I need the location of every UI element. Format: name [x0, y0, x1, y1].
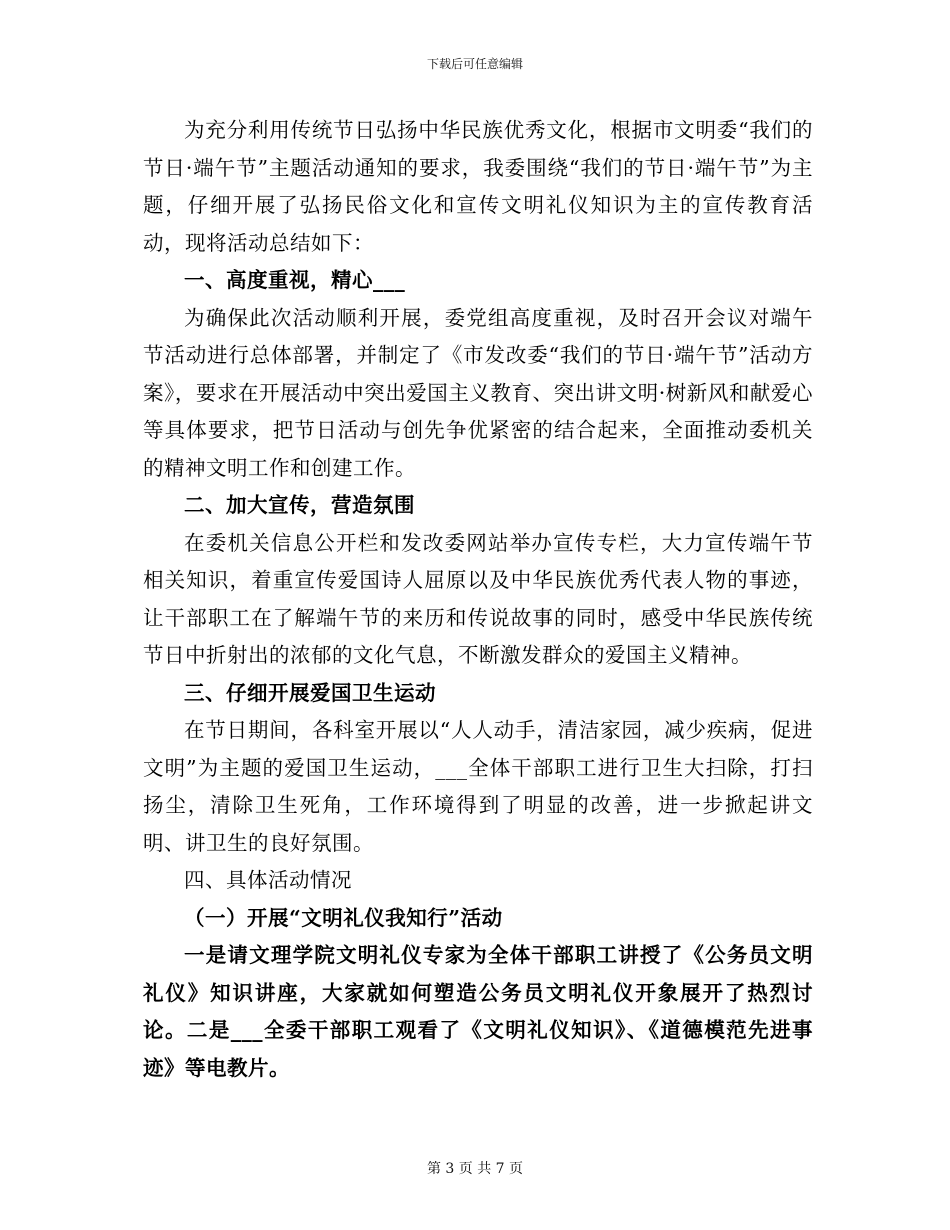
- section-heading-4: 四、具体活动情况: [184, 868, 352, 892]
- document-body: [143, 112, 813, 1087]
- section-3-paragraph: 在节日期间，各科室开展以“人人动手，清洁家园，减少疾病，促进文明”为主题的爱国卫生运动，___全体干部职工进行卫生大扫除，打扫扬尘，清除卫生死角，工作环境得到了明显的改善，进一步掀起讲文明、讲卫生的良好氛围。: [143, 718, 813, 855]
- section-heading-3: 三、仔细开展爱国卫生运动: [184, 680, 436, 705]
- section-1-paragraph: 为确保此次活动顺利开展，委党组高度重视，及时召开会议对端午节活动进行总体部署，并制定了《市发改委“我们的节日·端午节”活动方案》，要求在开展活动中突出爱国主义教育、突出讲文明·树新风和献爱心等具体要求，把节日活动与创先争优紧密的结合起来，全面推动委机关的精神文明工作和创建工作。: [143, 305, 813, 480]
- subsection-heading-1: （一）开展“文明礼仪我知行”活动: [184, 905, 503, 930]
- section-heading-2: 二、加大宣传，营造氛围: [184, 493, 415, 517]
- subsection-1-paragraph: 一是请文理学院文明礼仪专家为全体干部职工讲授了《公务员文明礼仪》知识讲座，大家就如何塑造公务员文明礼仪开象展开了热烈讨论。二是___全委干部职工观看了《文明礼仪知识》、《道德模范先进事迹》等电教片。: [143, 943, 813, 1080]
- intro-paragraph: 为充分利用传统节日弘扬中华民族优秀文化，根据市文明委“我们的节日·端午节”主题活动通知的要求，我委围绕“我们的节日·端午节”为主题，仔细开展了弘扬民俗文化和宣传文明礼仪知识为主的宣传教育活动，现将活动总结如下：: [143, 118, 813, 255]
- page-header-note: 下载后可任意编辑: [426, 57, 523, 71]
- section-2-paragraph: 在委机关信息公开栏和发改委网站举办宣传专栏，大力宣传端午节相关知识，着重宣传爱国诗人屈原以及中华民族优秀代表人物的事迹，让干部职工在了解端午节的来历和传说故事的同时，感受中华民族传统节日中折射出的浓郁的文化气息，不断激发群众的爱国主义精神。: [143, 530, 813, 667]
- section-heading-1: 一、高度重视，精心___: [184, 268, 406, 292]
- page-number: 第 3 页 共 7 页: [426, 1161, 524, 1177]
